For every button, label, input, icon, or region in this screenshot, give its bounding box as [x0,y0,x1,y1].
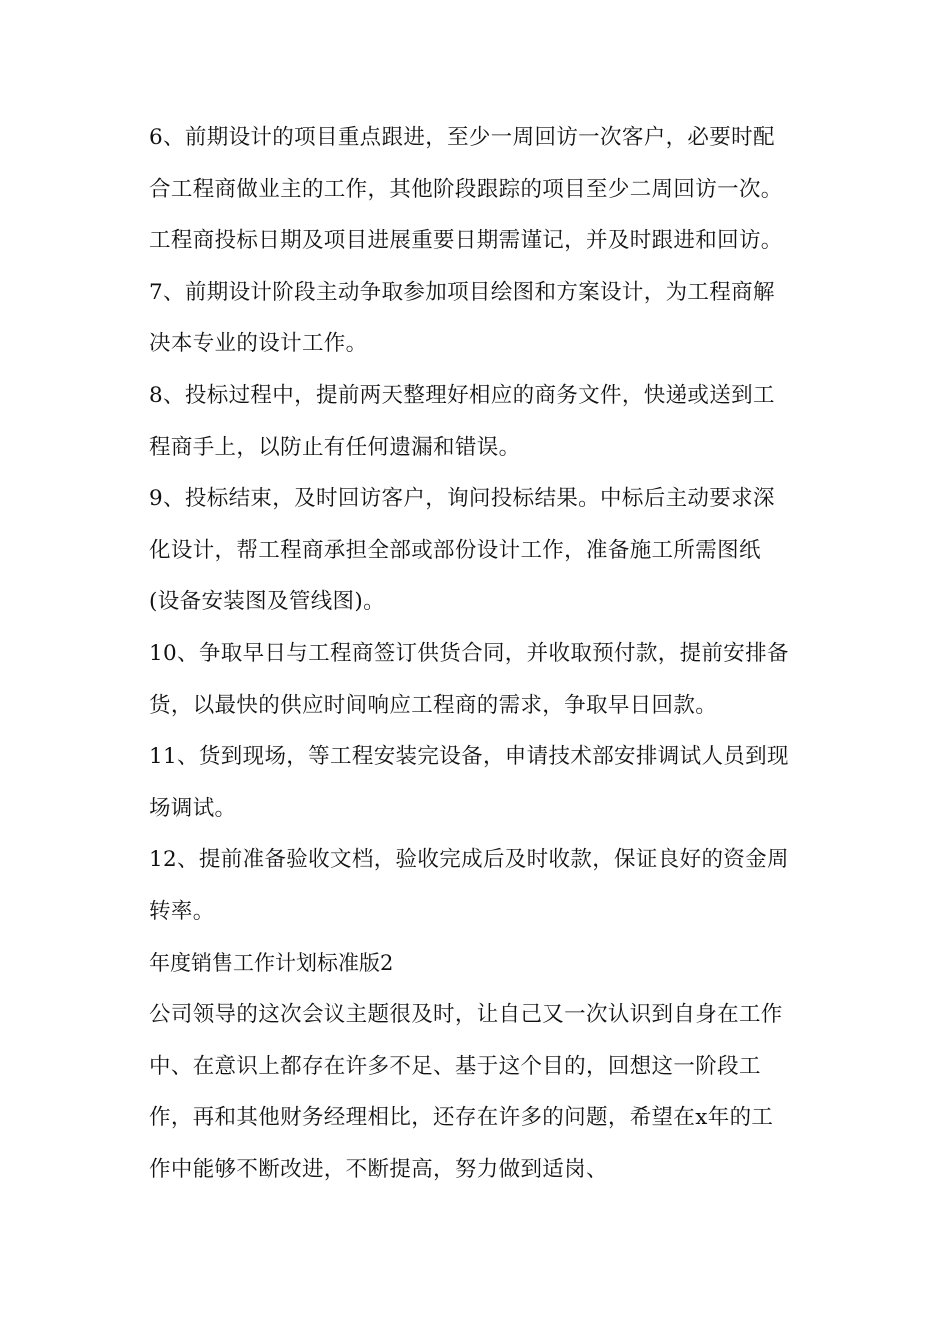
text-line: 公司领导的这次会议主题很及时，让自己又一次认识到自身在工作 [149,1002,783,1028]
document-page [149,112,809,1195]
text-line: 转率。 [149,898,215,924]
text-line: 10、争取早日与工程商签订供货合同，并收取预付款，提前安排备 [149,640,789,666]
text-line: 11、货到现场，等工程安装完设备，申请技术部安排调试人员到现 [149,744,789,770]
text-line: 9、投标结束，及时回访客户，询问投标结果。中标后主动要求深 [149,486,775,512]
text-line: 中、在意识上都存在许多不足、基于这个目的，回想这一阶段工 [149,1053,761,1079]
text-line: 7、前期设计阶段主动争取参加项目绘图和方案设计，为工程商解 [149,279,775,305]
text-line: 作，再和其他财务经理相比，还存在许多的问题，希望在x年的工 [149,1105,774,1131]
text-line: 货，以最快的供应时间响应工程商的需求，争取早日回款。 [149,692,718,718]
text-line: 决本专业的设计工作。 [149,331,368,357]
text-line: (设备安装图及管线图)。 [149,589,385,615]
text-line: 场调试。 [149,795,237,821]
text-line: 化设计，帮工程商承担全部或部份设计工作，准备施工所需图纸 [149,537,761,563]
text-line: 程商手上，以防止有任何遗漏和错误。 [149,434,521,460]
text-line: 12、提前准备验收文档，验收完成后及时收款，保证良好的资金周 [149,847,789,873]
text-line: 8、投标过程中，提前两天整理好相应的商务文件，快递或送到工 [149,382,775,408]
text-line: 作中能够不断改进，不断提高，努力做到适岗、 [149,1156,608,1182]
section-heading: 年度销售工作计划标准版2 [149,950,394,975]
text-line: 合工程商做业主的工作，其他阶段跟踪的项目至少二周回访一次。 [149,176,783,202]
text-line: 6、前期设计的项目重点跟进，至少一周回访一次客户，必要时配 [149,125,775,150]
text-line: 工程商投标日期及项目进展重要日期需谨记，并及时跟进和回访。 [149,228,783,254]
